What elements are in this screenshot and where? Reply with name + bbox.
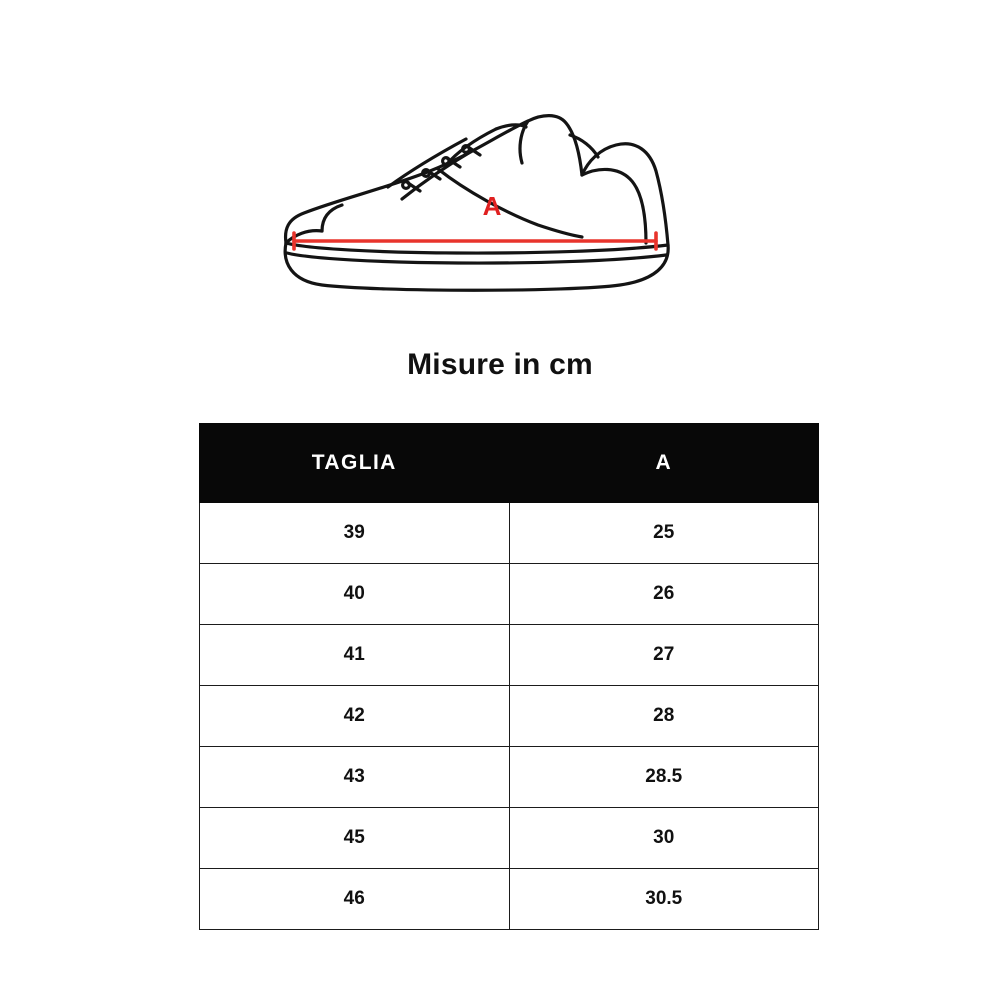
cell-taglia: 40 — [200, 564, 510, 625]
cell-taglia: 45 — [200, 808, 510, 869]
table-header — [200, 424, 819, 503]
table-row — [200, 625, 819, 686]
page-title: Misure in cm — [407, 348, 593, 381]
cell-taglia: 41 — [200, 625, 510, 686]
cell-a: 27 — [509, 625, 819, 686]
sneaker-side-view-diagram — [270, 95, 730, 310]
measurement-line-a — [294, 233, 656, 249]
table-body — [200, 503, 819, 930]
table-row — [200, 747, 819, 808]
table-row — [200, 686, 819, 747]
table-row — [200, 503, 819, 564]
cell-taglia: 43 — [200, 747, 510, 808]
cell-a: 28.5 — [509, 747, 819, 808]
size-table — [199, 423, 819, 930]
measurement-label-a: A — [482, 191, 502, 221]
cell-a: 28 — [509, 686, 819, 747]
cell-a: 30.5 — [509, 869, 819, 930]
column-header-a: A — [509, 424, 819, 503]
table-row — [200, 564, 819, 625]
cell-a: 25 — [509, 503, 819, 564]
cell-taglia: 42 — [200, 686, 510, 747]
table-header-row — [200, 424, 819, 503]
cell-a: 30 — [509, 808, 819, 869]
cell-a: 26 — [509, 564, 819, 625]
cell-taglia: 39 — [200, 503, 510, 564]
table-row — [200, 869, 819, 930]
cell-taglia: 46 — [200, 869, 510, 930]
column-header-taglia: TAGLIA — [200, 424, 510, 503]
table-row — [200, 808, 819, 869]
sneaker-illustration — [270, 95, 730, 310]
